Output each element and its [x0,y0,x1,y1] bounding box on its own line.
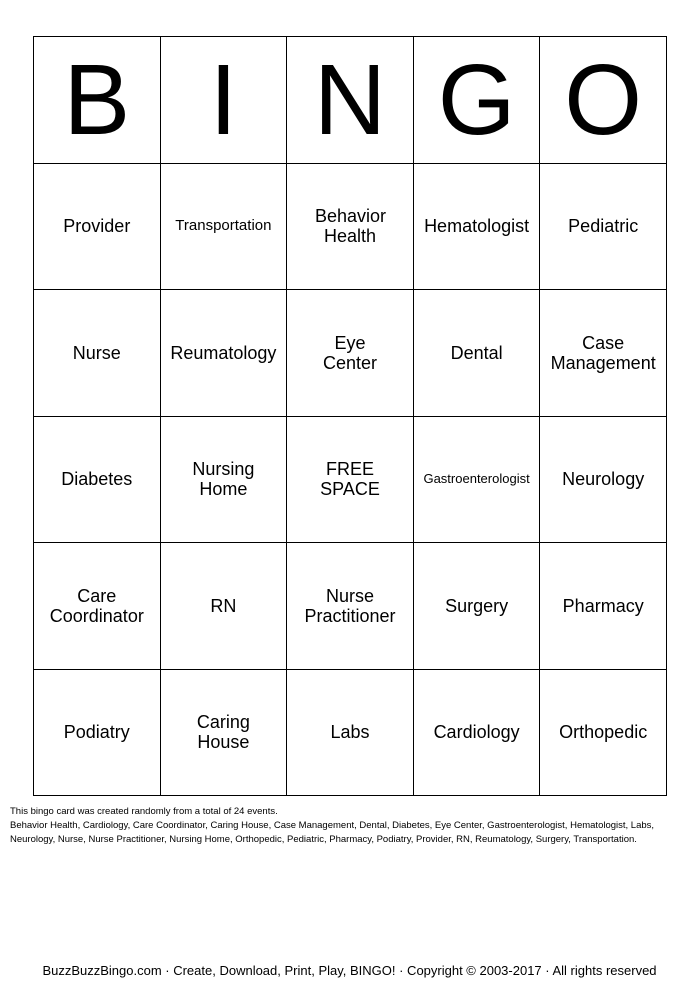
bingo-cell: RN [161,543,288,670]
header-letter-n: N [287,37,414,164]
bingo-cell: Reumatology [161,290,288,417]
bingo-cell: Cardiology [414,670,541,797]
free-space-cell: FREE SPACE [287,417,414,544]
bingo-cell: Behavior Health [287,164,414,291]
bingo-card [33,36,667,796]
bingo-cell: Surgery [414,543,541,670]
header-letter-o: O [540,37,667,164]
bingo-cell: Hematologist [414,164,541,291]
bingo-cell: Pediatric [540,164,667,291]
bingo-cell: Labs [287,670,414,797]
footer-text: BuzzBuzzBingo.com · Create, Download, Print, Play, BINGO! · Copyright © 2003-2017 · All rights reserved [42,963,657,978]
bingo-cell: Nurse [34,290,161,417]
bingo-cell: Neurology [540,417,667,544]
bingo-cell: Care Coordinator [34,543,161,670]
bingo-cell: Caring House [161,670,288,797]
bingo-cell: Nurse Practitioner [287,543,414,670]
bingo-cell: Nursing Home [161,417,288,544]
bingo-cell: Transportation [161,164,288,291]
header-letter-b: B [34,37,161,164]
card-info [10,805,690,847]
bingo-cell: Diabetes [34,417,161,544]
bingo-cell: Orthopedic [540,670,667,797]
bingo-cell: Gastroenterologist [414,417,541,544]
bingo-cell: Case Management [540,290,667,417]
header-letter-g: G [414,37,541,164]
bingo-cell: Pharmacy [540,543,667,670]
card-info-summary: This bingo card was created randomly from a total of 24 events. [10,806,278,817]
bingo-cell: Dental [414,290,541,417]
card-info-events: Behavior Health, Cardiology, Care Coordinator, Caring House, Case Management, Dental, Diabetes, Eye Center, Gastroenterologist, Hematologist, Labs, Neurology, Nurse, Nurse Practitioner, Nursing Home, Orthopedic, Pediatric, Pharmacy, Podiatry, Provider, RN, Reumatology, Surgery, Transportation. [10,820,655,845]
bingo-cell: Provider [34,164,161,291]
header-letter-i: I [161,37,288,164]
bingo-cell: Eye Center [287,290,414,417]
bingo-cell: Podiatry [34,670,161,797]
